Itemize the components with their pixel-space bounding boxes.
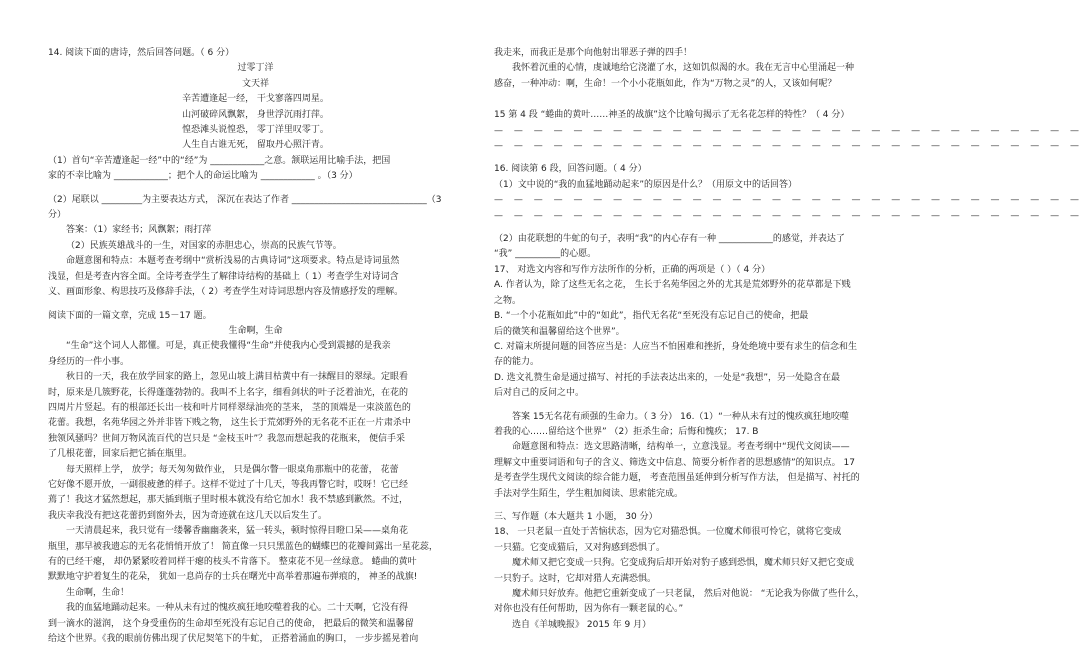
text-line: 阅读下面的一篇文章，完成 15－17 题。 xyxy=(48,310,212,321)
text-line: “生命”这个词人人都懂。可是，真正使我懂得“生命”并使我内心受到震撼的是我亲 xyxy=(66,341,391,352)
text-line: 我的血猛地踊动起来。一种从未有过的愧疚疯狂地咬噬着我的心。二十天啊，它没有得 xyxy=(66,603,409,614)
text-line: 命题意图和特点：本题考查考纲中“赏析浅易的古典诗词”这项要求。特点是诗词虽然 xyxy=(66,256,400,267)
spacer xyxy=(494,92,916,100)
text-line: 后对自己的反问之中。 xyxy=(494,388,585,399)
text-line: 惶恐滩头说惶恐， 零丁洋里叹零丁。 xyxy=(182,125,329,136)
text-line: 每天照样上学， 放学；每天匆匆做作业， 只是偶尔瞥一眼桌角那瓶中的花蕾， 花蕾 xyxy=(66,464,399,475)
text-line: 山河破碎风飘絮， 身世浮沉雨打萍。 xyxy=(182,109,329,120)
text-line: （1）首句“辛苦遭逢起一经”中的“经”为 ____________之意。颔联运用比喻手法，把国 xyxy=(48,155,391,166)
spacer xyxy=(494,402,916,410)
text-line: 14. 阅读下面的唐诗，然后回答问题。（ 6 分） xyxy=(48,48,235,58)
text-line: 18、 一只老鼠一直处于苦恼状态，因为它对猫恐惧。一位魔术师很可怜它，就将它变成 xyxy=(494,527,842,538)
text-line: 后的微笑和温馨留给这个世界”。 xyxy=(494,326,625,337)
text-line: 蔫了！我这才猛然想起，那天插到瓶子里时根本就没有给它加水！我不禁感到歉然。不过， xyxy=(48,495,409,506)
text-line: 义、画面形象、构思技巧及修辞手法，（ 2）考查学生对诗词思想内容及情感抒发的理解。 xyxy=(48,287,404,298)
text-line: 魔术师只好放弃。他把它重新变成了一只老鼠， 然后对他说： “无论我为你做了些什么， xyxy=(512,589,865,599)
text-line: 15 第 4 段 “蜷曲的黄叶……神圣的战旗”这个比喻句揭示了无名花怎样的特性？（ 4 分） xyxy=(494,110,850,121)
text-line: 魔术师又把它变成一只狗。它变成狗后却开始对豹子感到恐惧，魔术师只好又把它变成 xyxy=(512,558,855,569)
text-line: 它好像不愿开放，一副很疲惫的样子。这样不觉过了十几天，等我再瞥它时，哎呀！它已经 xyxy=(48,479,409,490)
spacer xyxy=(494,100,916,108)
text-line: 到一滴水的滋润， 这个身受重伤的生命却至死没有忘记自己的使命， 把最后的微笑和温馨留 xyxy=(48,618,414,629)
text-line: 身经历的一件小事。 xyxy=(48,356,130,367)
text-line: 我走来，而我正是那个向他射出罪恶子弹的四手！ xyxy=(494,48,693,58)
text-line: 一天清晨起来，我只觉有一缕馨香幽幽袭来，猛一转头，顿时惊得目瞪口呆——桌角花 xyxy=(66,526,409,537)
text-line: 生命啊，生命 xyxy=(228,325,283,336)
text-line: B. “一个小花瓶如此”中的“如此”，指代无名花“至死没有忘记自己的使命，把最 xyxy=(494,311,809,322)
text-line: 之物。 xyxy=(494,295,522,306)
text-line: C. 对篇末所提问题的回答应当是：人应当不怕困难和挫折，身处绝境中要有求生的信念和生 xyxy=(494,341,858,352)
text-line: 文天祥 xyxy=(241,78,269,89)
text-line: 默默地守护着复生的花朵， 犹如一息尚存的士兵在曙光中高举着那遍布弹痕的， 神圣的战旗! xyxy=(48,572,418,583)
text-line: 一只猫。它变成猫后，又对狗感到恐惧了。 xyxy=(494,542,666,553)
right-column xyxy=(494,46,1083,633)
text-line: 理解文中重要词语和句子的含义、筛选文中信息、简要分析作者的思想感情”的知识点。 17 xyxy=(494,457,855,468)
text-line: 独领风骚吗？世间万物风流百代的岂只是 “金枝玉叶”？我忽而想起我的花瓶来， 便信手采 xyxy=(48,433,406,444)
answer-line: — — — — — — — — — — — — — — — — — — — — — — — — — — — — — — xyxy=(494,125,1083,136)
text-line: A. 作者认为，除了这些无名之花， 生长于名苑华园之外的尤其是荒郊野外的花草都是下贱 xyxy=(494,280,851,291)
text-line: 分） xyxy=(48,210,67,221)
text-line: 人生自古谁无死， 留取丹心照汗青。 xyxy=(182,140,329,151)
text-line: “我” __________的心愿。 xyxy=(494,249,597,260)
text-line: 四周片片竖起。有的根部还长出一枝和叶片同样翠绿油亮的茎来， 茎的顶端是一束淡蓝色的 xyxy=(48,402,411,413)
text-line: 有的已经干瘪， 却仍紧紧咬着同样干瘪的枝头不肯落下。 整束花不见一丝绿意。 蜷曲的黄叶 xyxy=(48,557,417,567)
text-line: 时，原来是几簇野花，长得蓬蓬勃勃的。我叫不上名字，细看剑状的叶子泛着油光，在花的 xyxy=(48,387,409,398)
text-line: 着我的心……留给这个世界” （2）拒杀生命；后悔和愧疚； 17. B xyxy=(494,426,759,437)
text-line: （2）民族英雄战斗的一生，对国家的赤胆忠心，崇高的民族气节等。 xyxy=(66,240,342,251)
answer-line: — — — — — — — — — — — — — — — — — — — — — — — — — — — — — — xyxy=(494,210,1083,221)
text-line: 对你也没有任何帮助，因为你有一颗老鼠的心。” xyxy=(494,604,684,615)
text-line: 花蕾。我想，名苑华园之外并非皆下贱之物， 这生长于荒郊野外的无名花不正在一片肃杀中 xyxy=(48,418,411,429)
text-line: 三、写作题（本大题共 1 小题， 30 分） xyxy=(494,511,658,522)
text-line: 给这个世界。《我的眼前仿佛出现了伏尼契笔下的牛虻， 正搭着涌血的胸口， 一步步摇晃着向 xyxy=(48,634,419,645)
text-line: （2）尾联以 _________为主要表达方式， 深沉在表达了作者 ______________________________（3 xyxy=(48,194,442,205)
text-line: 秋日的一天，我在放学回家的路上，忽见山坡上满目枯黄中有一抹醒目的翠绿。定眼看 xyxy=(66,372,409,383)
text-line: 过零丁洋 xyxy=(237,63,274,74)
text-line: 答案 15无名花有顽强的生命力。（ 3 分） 16.（1）“一种从未有过的愧疚疯狂地咬噬 xyxy=(512,411,849,422)
text-line: 手法对学生陌生，学生粗加阅读、思索能完成。 xyxy=(494,488,684,499)
spacer xyxy=(48,185,463,193)
answer-line: — — — — — — — — — — — — — — — — — — — — — — — — — — — — — — xyxy=(494,195,1083,206)
text-line: 答案：（1）家经书；风飘絮；雨打萍 xyxy=(66,225,212,236)
text-line: D. 选文礼赞生命是通过描写、衬托的手法表达出来的，一处是“我想”，另一处隐含在最 xyxy=(494,372,840,383)
text-line: 浅显，但是考查内容全面。全诗考查学生了解律诗结构的基础上（ 1）考查学生对诗词含 xyxy=(48,271,399,282)
text-line: 是考查学生现代文阅读的综合能力题， 考查范围虽延伸到分析写作方法， 但是描写、衬托的 xyxy=(494,473,860,484)
text-line: 瓶里，那早被我遗忘的无名花悄悄开放了！ 简直像一只只黑蓝色的蝴蝶巴的花瓣间露出一星花蕊， xyxy=(48,541,438,552)
spacer xyxy=(494,502,916,510)
text-line: 我怀着沉重的心情，虔诚地给它浇灌了水，这如饥似渴的水。我在无言中心里涌起一种 xyxy=(512,63,855,74)
text-line: 存的能力。 xyxy=(494,357,540,368)
text-line: 辛苦遭逢起一经， 干戈寥落四周星。 xyxy=(182,94,329,105)
spacer xyxy=(494,154,916,162)
text-line: 16. 阅读第 6 段，回答问题。（ 4 分） xyxy=(494,164,647,175)
answer-line: — — — — — — — — — — — — — — — — — — — — — — — — — — — — — — xyxy=(494,141,1083,152)
left-column xyxy=(48,46,463,647)
text-line: 了几根花蕾，回家后把它插在瓶里。 xyxy=(48,449,193,460)
text-line: 生命啊，生命！ xyxy=(66,587,130,598)
text-line: （1）文中说的“我的血猛地踊动起来”的原因是什么？（用原文中的话回答） xyxy=(494,179,798,190)
text-line: 感奋，一种冲动：啊，生命！一个小小花瓶如此，作为“万物之灵”的人，又该如何呢？ xyxy=(494,78,837,89)
text-line: 17、 对选文内容和写作方法所作的分析，正确的两项是（ ）（ 4 分） xyxy=(494,264,771,275)
text-line: 一只豹子。这时，它却对猎人充满恐惧。 xyxy=(494,573,657,584)
text-line: 家的不幸比喻为 ____________；把个人的命运比喻为 ____________ 。（3 分） xyxy=(48,171,358,182)
text-line: 命题意图和特点：选文思路清晰，结构单一，立意浅显。考查考纲中“现代文阅读—— xyxy=(512,442,850,453)
spacer xyxy=(48,301,463,309)
text-line: 我庆幸我没有把这花蕾扔到窗外去，因为奇迹就在这几天以后发生了。 xyxy=(48,510,328,521)
text-line: 选自《羊城晚报》 2015 年 9 月） xyxy=(512,619,652,630)
text-line: （2）由花联想的牛虻的句子，表明“我”的内心存有一种 ____________的感觉，并表达了 xyxy=(494,234,845,245)
spacer xyxy=(494,224,916,232)
